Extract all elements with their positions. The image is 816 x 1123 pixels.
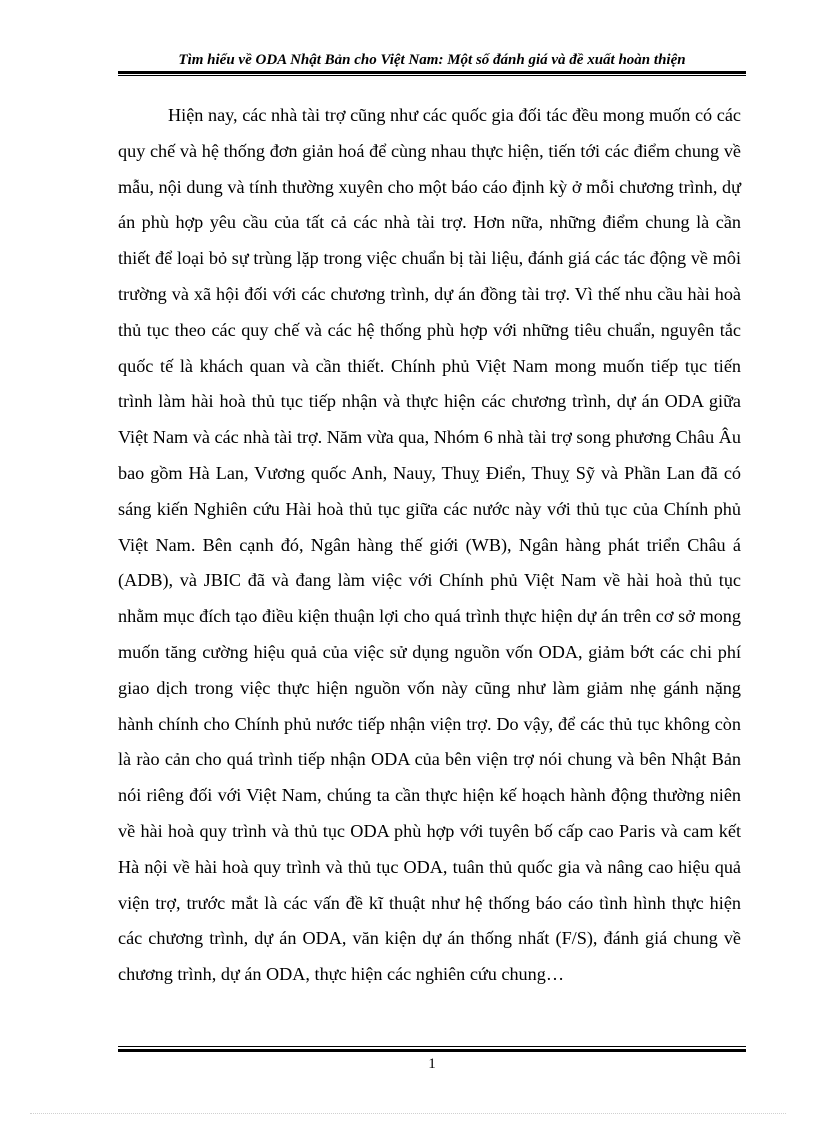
body-paragraph: Hiện nay, các nhà tài trợ cũng như các quốc gia đối tác đều mong muốn có các quy chế và hệ thống đơn giản hoá để cùng nhau thực hiện, tiến tới các điểm chung về mẫu, nội dung và tính thường xuyên cho một báo cáo định kỳ ở mỗi chương trình, dự án phù hợp yêu cầu của tất cả các nhà tài trợ. Hơn nữa, những điểm chung là cần thiết để loại bỏ sự trùng lặp trong việc chuẩn bị tài liệu, đánh giá các tác động về môi trường và xã hội đối với các chương trình, dự án đồng tài trợ. Vì thế nhu cầu hài hoà thủ tục theo các quy chế và các hệ thống phù hợp với những tiêu chuẩn, nguyên tắc quốc tế là khách quan và cần thiết. Chính phủ Việt Nam mong muốn tiếp tục tiến trình làm hài hoà thủ tục tiếp nhận và thực hiện các chương trình, dự án ODA giữa Việt Nam và các nhà tài trợ. Năm vừa qua, Nhóm 6 nhà tài trợ song phương Châu Âu bao gồm Hà Lan, Vương quốc Anh, Nauy, Thuỵ Điển, Thuỵ Sỹ và Phần Lan đã có sáng kiến Nghiên cứu Hài hoà thủ tục giữa các nước này với thủ tục của Chính phủ Việt Nam. Bên cạnh đó, Ngân hàng thế giới (WB), Ngân hàng phát triển Châu á (ADB), và JBIC đã và đang làm việc với Chính phủ Việt Nam về hài hoà thủ tục nhằm mục đích tạo điều kiện thuận lợi cho quá trình thực hiện dự án trên cơ sở mong muốn tăng cường hiệu quả của việc sử dụng nguồn vốn ODA, giảm bớt các chi phí giao dịch trong việc thực hiện nguồn vốn này cũng như làm giảm nhẹ gánh nặng hành chính cho Chính phủ nước tiếp nhận viện trợ. Do vậy, để các thủ tục không còn là rào cản cho quá trình tiếp nhận ODA của bên viện trợ nói chung và bên Nhật Bản nói riêng đối với Việt Nam, chúng ta cần thực hiện kế hoạch hành động thường niên về hài hoà quy trình và thủ tục ODA phù hợp với tuyên bố cấp cao Paris và cam kết Hà nội về hài hoà quy trình và thủ tục ODA, tuân thủ quốc gia và nâng cao hiệu quả viện trợ, trước mắt là các vấn đề kĩ thuật như hệ thống báo cáo tình hình thực hiện các chương trình, dự án ODA, văn kiện dự án thống nhất (F/S), đánh giá chung về chương trình, dự án ODA, thực hiện các nghiên cứu chung…: [118, 105, 741, 985]
header-rule-thick: [118, 71, 746, 74]
page-bottom-dotted-edge: [30, 1113, 786, 1114]
header-rule-thin: [118, 75, 746, 76]
footer-rule-thick: [118, 1049, 746, 1052]
footer-rule-thin: [118, 1046, 746, 1047]
running-header-title: Tìm hiểu về ODA Nhật Bản cho Việt Nam: Một số đánh giá và đề xuất hoàn thiện: [178, 52, 686, 68]
page-number: 1: [428, 1056, 436, 1072]
